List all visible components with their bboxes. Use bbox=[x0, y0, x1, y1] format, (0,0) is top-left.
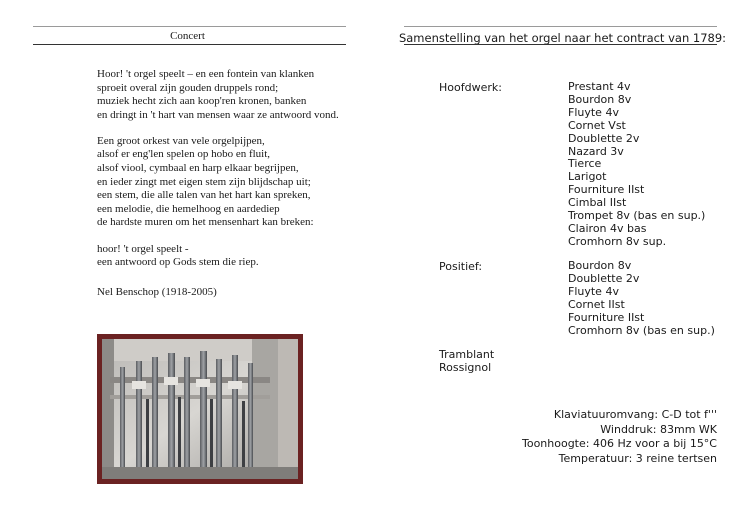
poem bbox=[97, 68, 367, 282]
stop-item: Doublette 2v bbox=[568, 131, 640, 145]
poem-stanza bbox=[97, 243, 367, 270]
stop-item: Clairon 4v bas bbox=[568, 221, 647, 235]
stop-item: Bourdon 8v bbox=[568, 259, 632, 272]
positief-stop-list bbox=[568, 260, 715, 337]
extra-stops bbox=[439, 349, 494, 375]
poem-line: Een groot orkest van vele orgelpijpen, bbox=[97, 134, 265, 147]
extra-stop-item: Tramblant bbox=[439, 348, 495, 361]
stop-item: Doublette 2v bbox=[568, 271, 640, 285]
poem-line: muziek hecht zich aan koop'ren kronen, banken bbox=[97, 95, 307, 108]
spec-line: Klaviatuuromvang: C-D tot f''' bbox=[553, 408, 717, 421]
stop-item: Bourdon 8v bbox=[568, 92, 632, 106]
poem-line: de hardste muren om het mensenhart kan breken: bbox=[97, 216, 314, 229]
stop-item: Cornet IIst bbox=[568, 297, 625, 311]
header-top-rule bbox=[404, 26, 717, 27]
section-label-positief: Positief: bbox=[439, 260, 483, 273]
stop-item: Nazard 3v bbox=[568, 144, 624, 158]
spec-line: Toonhoogte: 406 Hz voor a bij 15°C bbox=[521, 437, 717, 450]
poem-line: alsof viool, cymbaal en harp elkaar begrijpen, bbox=[97, 162, 299, 175]
poem-line: een antwoord op Gods stem die riep. bbox=[97, 256, 259, 269]
poem-line: Hoor! 't orgel speelt – en een fontein van klanken bbox=[97, 68, 315, 80]
stop-item: Tierce bbox=[568, 157, 602, 171]
poem-line: een stem, die alle talen van het hart kan spreken, bbox=[97, 189, 311, 202]
section-label-hoofdwerk: Hoofdwerk: bbox=[439, 81, 502, 94]
organ-pipes-image bbox=[102, 339, 298, 479]
spec-line: Winddruk: 83mm WK bbox=[600, 422, 717, 436]
stop-item: Cromhorn 8v sup. bbox=[568, 234, 667, 248]
stop-item: Fourniture IIst bbox=[568, 183, 645, 197]
stop-item: Larigot bbox=[568, 170, 607, 184]
stop-item: Trompet 8v (bas en sup.) bbox=[568, 209, 706, 223]
spec-line: Temperatuur: 3 reine tertsen bbox=[558, 451, 717, 465]
hoofdwerk-stop-list bbox=[568, 81, 705, 249]
stop-item: Cimbal IIst bbox=[568, 196, 627, 210]
poem-line: een melodie, die hemelhoog en aardediep bbox=[97, 202, 280, 215]
poem-line: en dringt in 't hart van mensen waar ze antwoord vond. bbox=[97, 108, 339, 121]
poem-line: sproeit overal zijn gouden druppels rond; bbox=[97, 81, 279, 94]
poem-line: alsof er eng'len spelen op hobo en fluit, bbox=[97, 148, 271, 161]
poem-author: Nel Benschop (1918-2005) bbox=[97, 286, 217, 298]
stop-item: Prestant 4v bbox=[568, 80, 631, 93]
poem-line: en ieder zingt met eigen stem zijn blijdschap uit; bbox=[97, 175, 311, 188]
stop-item: Fluyte 4v bbox=[568, 105, 619, 119]
stop-item: Fourniture IIst bbox=[568, 310, 645, 324]
stop-item: Fluyte 4v bbox=[568, 284, 619, 298]
stop-item: Cornet Vst bbox=[568, 118, 626, 132]
poem-stanza bbox=[97, 135, 367, 230]
right-page bbox=[375, 0, 750, 529]
organ-pipes-photo bbox=[97, 334, 303, 484]
page-header-organ-composition: Samenstelling van het orgel naar het contract van 1789: bbox=[398, 31, 727, 45]
poem-line: hoor! 't orgel speelt - bbox=[97, 242, 189, 255]
organ-specifications bbox=[522, 408, 717, 466]
poem-stanza bbox=[97, 68, 367, 122]
header-bottom-rule bbox=[33, 44, 346, 45]
stop-item: Cromhorn 8v (bas en sup.) bbox=[568, 323, 715, 337]
header-bottom-rule bbox=[404, 44, 717, 45]
page-header-concert: Concert bbox=[170, 30, 205, 42]
header-top-rule bbox=[33, 26, 346, 27]
extra-stop-item: Rossignol bbox=[439, 360, 492, 374]
